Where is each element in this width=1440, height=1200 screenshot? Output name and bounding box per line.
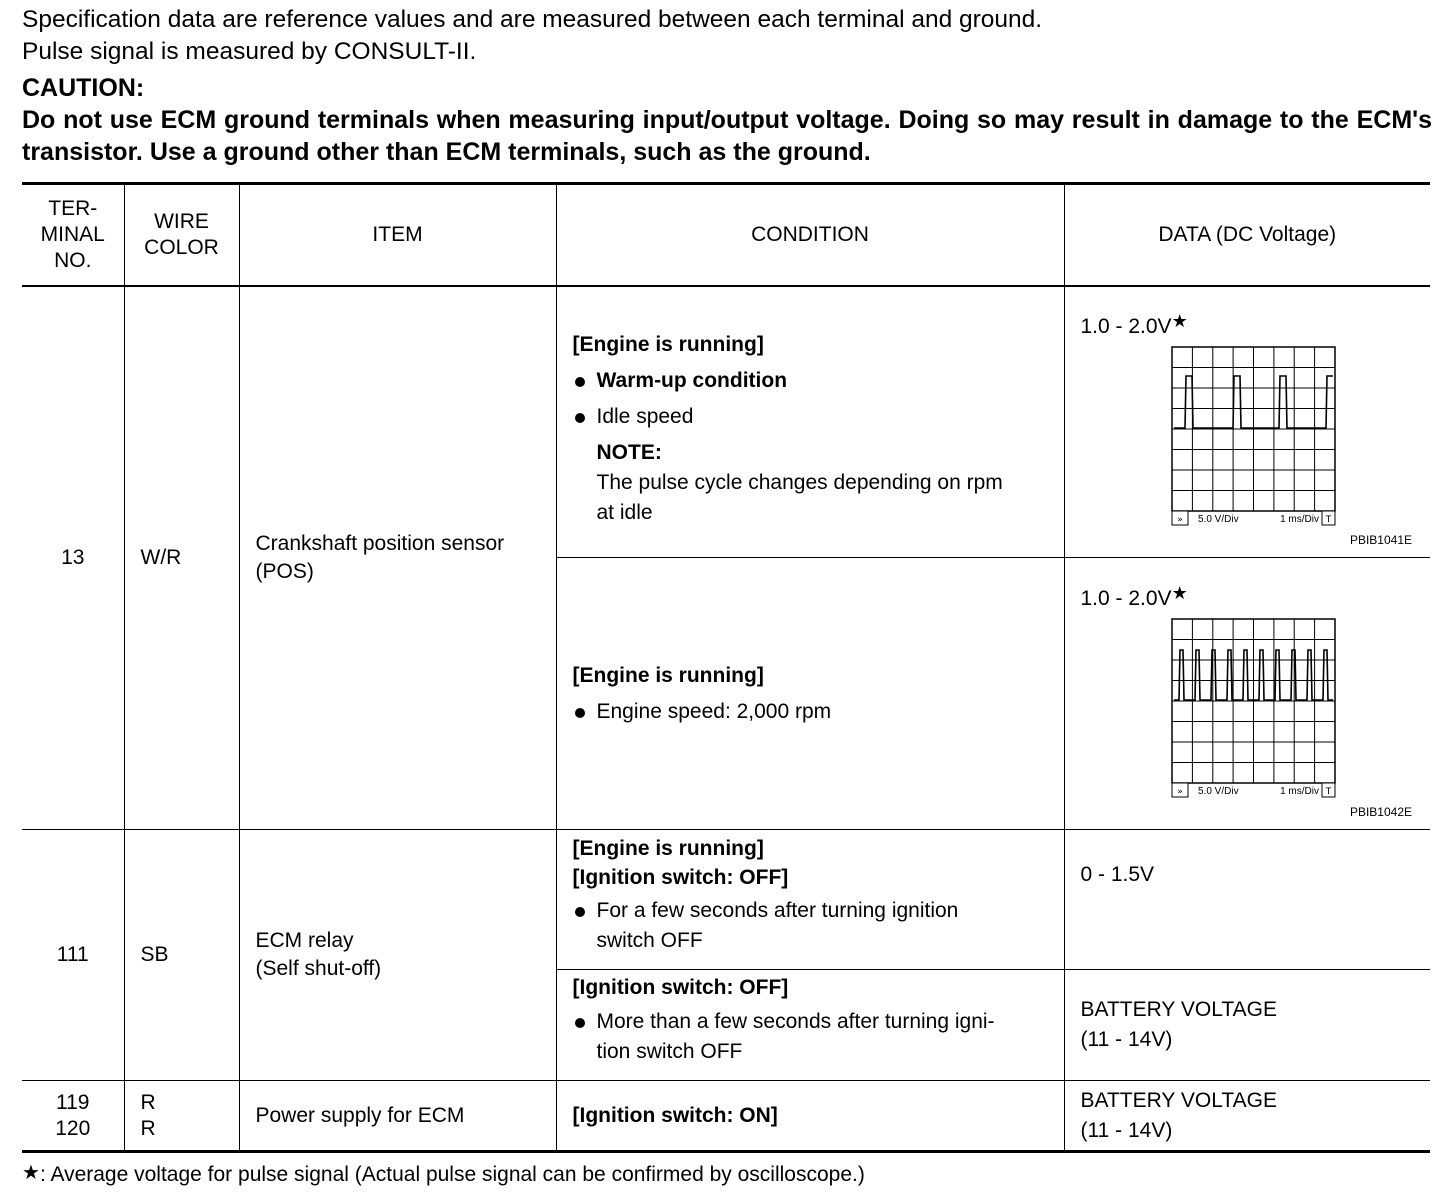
table-row — [22, 286, 1430, 558]
item-cell: Crankshaft position sensor (POS) — [239, 286, 556, 830]
condition-bullet: More than a few seconds after turning igni- tion switch OFF — [573, 1007, 1050, 1067]
scope-time-label: 1 ms/Div — [1279, 785, 1319, 797]
intro-section — [22, 4, 1432, 168]
terminal-no-cell: 13 — [22, 286, 124, 830]
oscilloscope-figure — [1171, 346, 1336, 526]
condition-title: [Engine is running] — [572, 663, 764, 687]
data-value: 0 - 1.5V — [1080, 862, 1155, 886]
data-cell — [1064, 970, 1430, 1081]
data-value: (11 - 14V) — [1080, 1118, 1173, 1142]
table-header-row — [22, 184, 1430, 286]
footnote-text: : Average voltage for pulse signal (Actual pulse signal can be confirmed by oscilloscope.) — [39, 1163, 865, 1186]
table-row — [22, 830, 1430, 970]
wire-color-cell: W/R — [124, 286, 239, 830]
footnote — [22, 1160, 865, 1187]
data-cell — [1064, 1081, 1430, 1152]
star-icon: ★ — [1171, 310, 1188, 331]
data-cell — [1064, 558, 1430, 830]
condition-title: [Ignition switch: OFF] — [572, 976, 789, 999]
scope-volt-label: 5.0 V/Div — [1197, 785, 1239, 797]
condition-cell — [556, 286, 1064, 558]
scope-volt-label: 5.0 V/Div — [1197, 513, 1239, 525]
condition-bullet: Idle speed — [573, 402, 1050, 432]
condition-bullet: Warm-up condition — [573, 366, 1050, 396]
condition-cell — [556, 970, 1064, 1081]
caution-text: Do not use ECM ground terminals when measuring input/output voltage. Doing so may result in damage to the ECM's transistor. Use a ground other than ECM terminals, such as the ground. — [22, 106, 1432, 166]
data-cell — [1064, 286, 1430, 558]
condition-cell — [556, 558, 1064, 830]
star-icon: ★ — [22, 1162, 40, 1184]
terminal-no-cell: 119 120 — [22, 1081, 124, 1152]
svg-text:»: » — [1176, 514, 1183, 525]
header-terminal-no: TER- MINAL NO. — [22, 184, 124, 286]
svg-text:T: T — [1325, 786, 1331, 797]
star-icon: ★ — [1171, 582, 1188, 603]
figure-code: PBIB1042E — [1349, 804, 1412, 819]
header-condition: CONDITION — [556, 184, 1064, 286]
note-title: NOTE: — [596, 440, 662, 464]
header-item: ITEM — [239, 184, 556, 286]
data-value: 1.0 - 2.0V — [1080, 314, 1172, 338]
item-cell: Power supply for ECM — [239, 1081, 556, 1152]
figure-code: PBIB1041E — [1349, 532, 1412, 547]
condition-bullet: Engine speed: 2,000 rpm — [573, 697, 1050, 727]
svg-text:T: T — [1325, 514, 1331, 525]
condition-title: [Engine is running] — [572, 332, 764, 356]
header-wire-color: WIRE COLOR — [124, 184, 239, 286]
caution-title: CAUTION: — [22, 74, 145, 102]
data-cell — [1064, 830, 1430, 970]
table-row — [22, 1081, 1430, 1152]
ecm-terminal-table — [22, 182, 1430, 1153]
condition-title: [Ignition switch: ON] — [572, 1103, 778, 1127]
condition-title: [Ignition switch: OFF] — [572, 866, 789, 889]
svg-text:»: » — [1176, 786, 1183, 797]
oscilloscope-waveform-2000rpm — [1171, 618, 1336, 798]
note-text: The pulse cycle changes depending on rpm at idle — [596, 470, 1003, 524]
item-cell: ECM relay (Self shut-off) — [239, 830, 556, 1081]
terminal-no-cell: 111 — [22, 830, 124, 1081]
intro-line-1: Specification data are reference values and are measured between each terminal and ground. — [22, 6, 1043, 33]
condition-cell — [556, 830, 1064, 970]
wire-color-cell: R R — [124, 1081, 239, 1152]
data-value: BATTERY VOLTAGE — [1080, 1088, 1277, 1112]
condition-title: [Engine is running] — [572, 837, 764, 860]
condition-cell — [556, 1081, 1064, 1152]
scope-time-label: 1 ms/Div — [1279, 513, 1319, 525]
wire-color-cell: SB — [124, 830, 239, 1081]
oscilloscope-waveform-idle — [1171, 346, 1336, 526]
data-value: BATTERY VOLTAGE — [1080, 998, 1277, 1021]
data-value: 1.0 - 2.0V — [1080, 586, 1172, 610]
header-data: DATA (DC Voltage) — [1064, 184, 1430, 286]
intro-line-2: Pulse signal is measured by CONSULT-II. — [22, 38, 477, 65]
condition-bullet: For a few seconds after turning ignition switch OFF — [573, 896, 1050, 956]
data-value: (11 - 14V) — [1080, 1028, 1173, 1051]
oscilloscope-figure — [1171, 618, 1336, 798]
